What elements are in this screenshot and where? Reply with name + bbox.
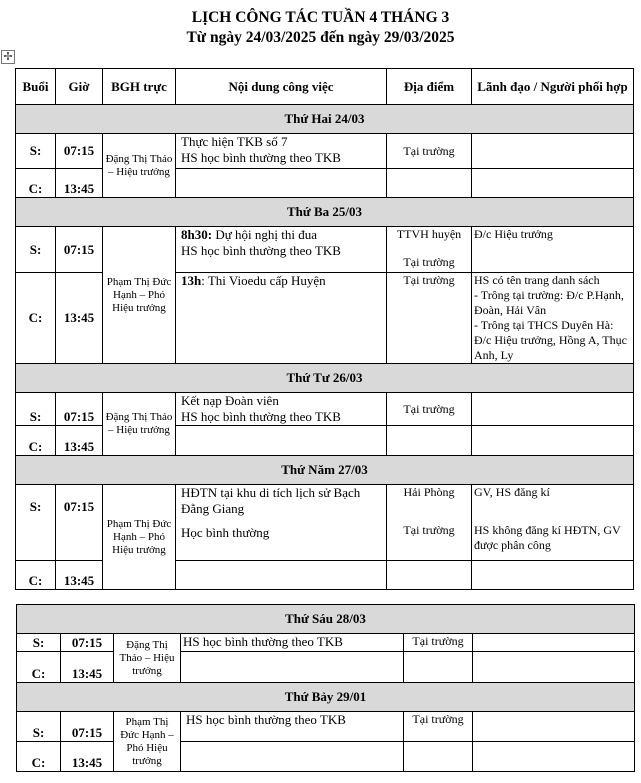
place-cell	[404, 742, 473, 772]
session-cell: C:	[16, 169, 56, 198]
table-row	[16, 227, 634, 273]
content-cell: HS học bình thường theo TKB	[181, 634, 404, 652]
bgh-cell: Đặng Thị Thảo – Hiệu trưởng	[114, 634, 181, 683]
session-cell: C:	[16, 426, 56, 456]
time-cell: 13:45	[56, 273, 103, 364]
content-time-bold: 13h	[181, 273, 202, 288]
content-line: Kết nạp Đoàn viên	[181, 393, 279, 408]
content-cell	[176, 561, 387, 590]
time-cell: 13:45	[56, 561, 103, 590]
place-line: Tại trường	[403, 523, 455, 537]
session-cell: C:	[17, 652, 61, 683]
day-header-mon: Thứ Hai 24/03	[16, 105, 634, 134]
place-cell: Tại trường	[387, 393, 472, 426]
table-row	[17, 634, 635, 652]
time-cell: 07:15	[61, 712, 114, 742]
session-cell: C:	[16, 273, 56, 364]
col-header-session: Buổi	[16, 69, 56, 105]
time-cell: 07:15	[56, 485, 103, 561]
leader-cell	[472, 273, 634, 364]
content-cell	[181, 652, 404, 683]
leader-line: HS không đăng kí HĐTN, GV được phân công	[474, 523, 621, 552]
leader-cell	[472, 485, 634, 561]
session-cell: S:	[17, 634, 61, 652]
content-cell	[176, 485, 387, 561]
bgh-cell: Phạm Thị Đức Hạnh – Phó Hiệu trưởng	[114, 712, 181, 772]
session-cell: S:	[16, 134, 56, 169]
time-cell: 07:15	[61, 634, 114, 652]
place-cell: Tại trường	[387, 273, 472, 364]
content-line: Dự hội nghị thi đua	[212, 227, 317, 242]
session-cell: C:	[16, 561, 56, 590]
content-line: HĐTN tại khu di tích lịch sử Bạch Đằng Giang	[181, 485, 361, 516]
time-cell: 07:15	[56, 134, 103, 169]
bgh-cell: Đặng Thị Thảo – Hiệu trưởng	[103, 393, 176, 456]
schedule-table-main	[15, 68, 634, 590]
day-header-wed: Thứ Tư 26/03	[16, 364, 634, 393]
content-line: Thực hiện TKB số 7	[181, 134, 288, 149]
time-cell: 13:45	[61, 652, 114, 683]
leader-cell	[472, 393, 634, 426]
content-cell	[176, 273, 387, 364]
table-row	[17, 712, 635, 742]
table-row	[16, 393, 634, 426]
leader-cell: Đ/c Hiệu trưởng	[472, 227, 634, 273]
content-line: HS học bình thường theo TKB	[181, 409, 341, 424]
content-line: HS học bình thường theo TKB	[181, 243, 341, 258]
place-cell: Tại trường	[404, 712, 473, 742]
place-cell	[404, 652, 473, 683]
content-cell	[176, 227, 387, 273]
leader-line: - Trông tại THCS Duyên Hà: Đ/c Hiệu trưởng, Hồng A, Thục Anh, Ly	[474, 318, 627, 362]
col-header-bgh: BGH trực	[103, 69, 176, 105]
day-header-thu: Thứ Năm 27/03	[16, 456, 634, 485]
content-line: Học bình thường	[181, 525, 270, 540]
content-cell	[176, 134, 387, 169]
place-cell	[387, 426, 472, 456]
content-line: HS học bình thường theo TKB	[181, 150, 341, 165]
leader-cell	[472, 561, 634, 590]
place-cell: Tại trường	[387, 134, 472, 169]
place-cell	[387, 561, 472, 590]
time-cell: 13:45	[61, 742, 114, 772]
col-header-place: Địa điểm	[387, 69, 472, 105]
col-header-time: Giờ	[56, 69, 103, 105]
table-row	[16, 134, 634, 169]
col-header-content: Nội dung công việc	[176, 69, 387, 105]
place-line: TTVH huyện	[396, 227, 462, 241]
page-title: LỊCH CÔNG TÁC TUẦN 4 THÁNG 3	[191, 9, 450, 26]
leader-cell	[472, 134, 634, 169]
table-row	[17, 742, 635, 772]
leader-line: - Trông tại trường: Đ/c P.Hạnh, Đoàn, Hải Vân	[474, 288, 624, 317]
session-cell: S:	[16, 393, 56, 426]
place-line: Hải Phòng	[403, 485, 455, 499]
leader-cell	[473, 634, 635, 652]
day-header-sat: Thứ Bảy 29/01	[17, 683, 635, 712]
leader-cell	[472, 426, 634, 456]
place-cell	[387, 169, 472, 198]
time-cell: 07:15	[56, 393, 103, 426]
bgh-cell: Đặng Thị Thảo – Hiệu trưởng	[103, 134, 176, 198]
place-line: Tại trường	[403, 255, 455, 269]
page-subtitle: Từ ngày 24/03/2025 đến ngày 29/03/2025	[186, 29, 455, 46]
header-row	[16, 69, 634, 105]
time-cell: 13:45	[56, 426, 103, 456]
session-cell: S:	[16, 485, 56, 561]
content-line: : Thi Vioedu cấp Huyện	[201, 273, 326, 288]
place-cell	[387, 227, 472, 273]
time-cell: 13:45	[56, 169, 103, 198]
content-cell: HS học bình thường theo TKB	[181, 712, 404, 742]
content-time-bold: 8h30:	[181, 227, 213, 242]
place-cell	[387, 485, 472, 561]
content-cell	[176, 169, 387, 198]
content-cell	[176, 393, 387, 426]
bgh-cell: Phạm Thị Đức Hạnh – Phó Hiệu trưởng	[103, 485, 176, 590]
move-handle-icon[interactable]: ✢	[1, 50, 15, 64]
place-cell: Tại trường	[404, 634, 473, 652]
table-row	[16, 485, 634, 561]
table-row	[17, 652, 635, 683]
content-cell	[176, 426, 387, 456]
bgh-cell: Phạm Thị Đức Hạnh – Phó Hiệu trưởng	[103, 227, 176, 364]
content-cell	[181, 742, 404, 772]
leader-cell	[473, 652, 635, 683]
leader-cell	[473, 712, 635, 742]
day-header-fri: Thứ Sáu 28/03	[17, 605, 635, 634]
leader-cell	[473, 742, 635, 772]
session-cell: S:	[16, 227, 56, 273]
leader-cell	[472, 169, 634, 198]
session-cell: S:	[17, 712, 61, 742]
col-header-leader: Lãnh đạo / Người phối hợp	[472, 69, 634, 105]
leader-line: GV, HS đăng kí	[474, 485, 550, 499]
leader-line: HS có tên trang danh sách	[474, 273, 600, 287]
session-cell: C:	[17, 742, 61, 772]
day-header-tue: Thứ Ba 25/03	[16, 198, 634, 227]
schedule-table-continued	[16, 604, 635, 772]
time-cell: 07:15	[56, 227, 103, 273]
